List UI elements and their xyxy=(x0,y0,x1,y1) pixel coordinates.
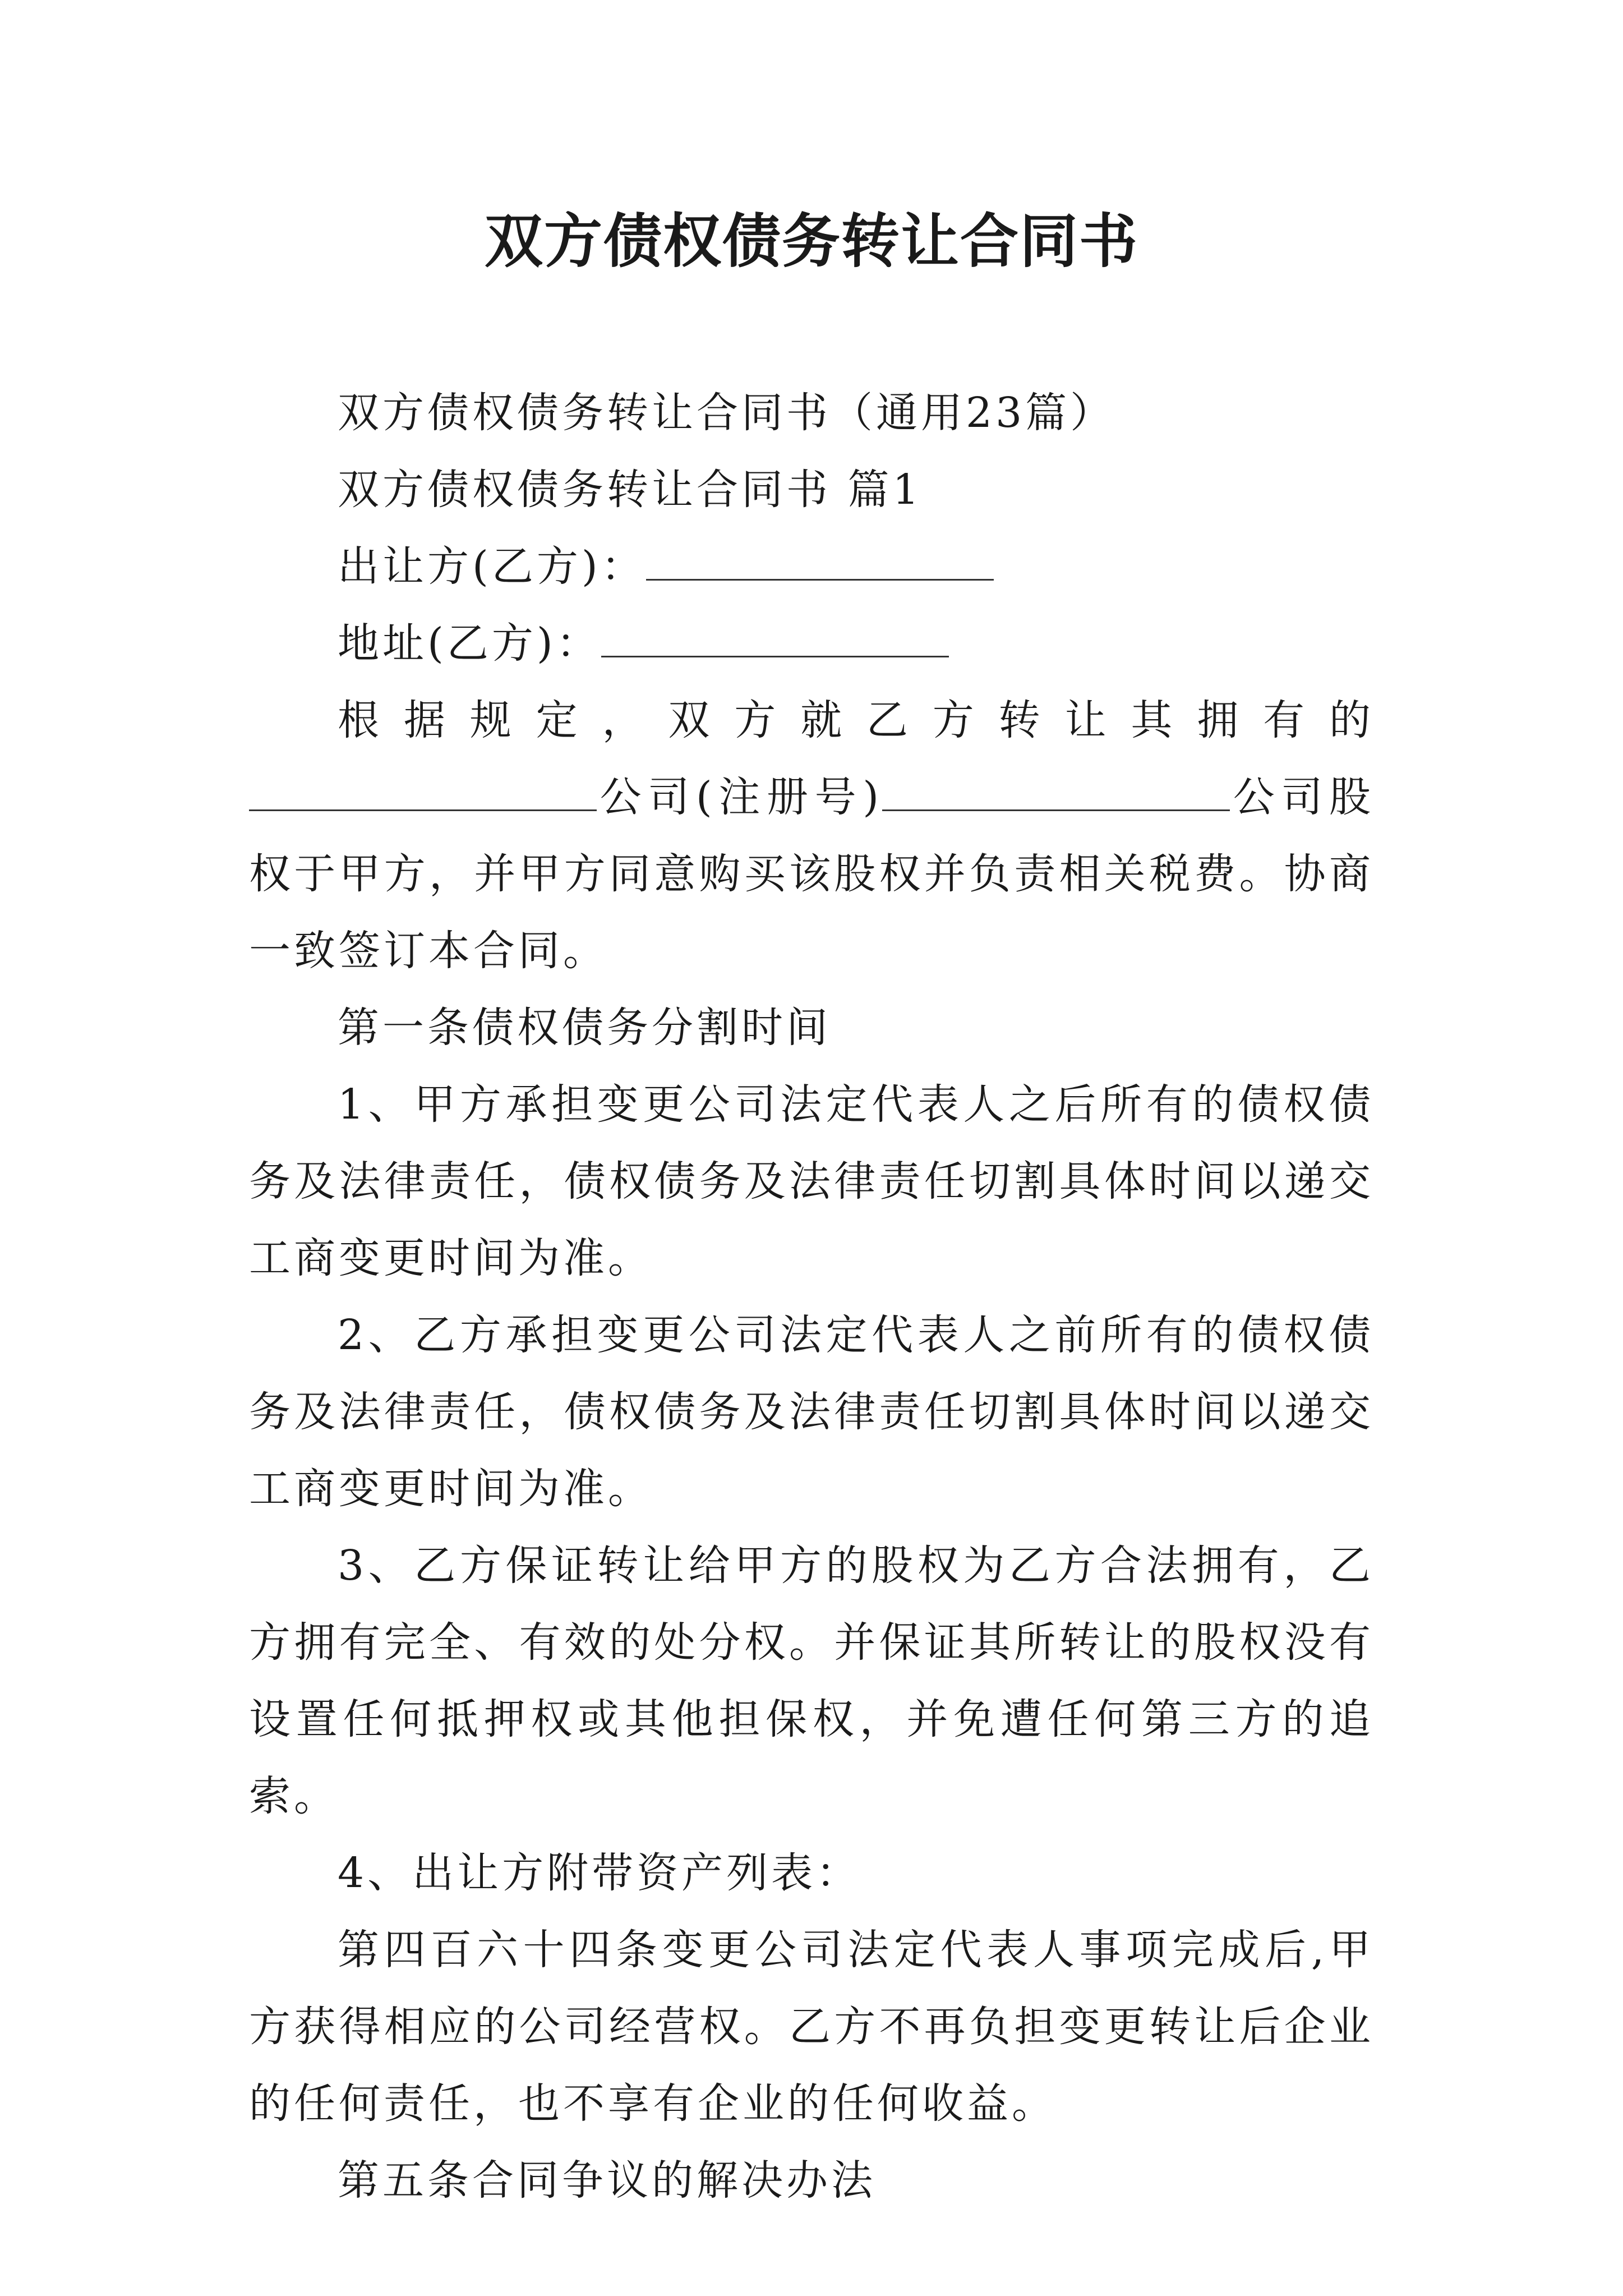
transferor-blank-field[interactable] xyxy=(646,540,994,581)
transferor-line xyxy=(249,528,1374,605)
registration-number-blank-field[interactable] xyxy=(882,770,1230,811)
clause-1: 1、甲方承担变更公司法定代表人之后所有的债权债务及法律责任，债权债务及法律责任切割具体时间以递交工商变更时间为准。 xyxy=(249,1080,1374,1282)
intro-paragraph xyxy=(249,682,1374,990)
document-body xyxy=(249,375,1374,2219)
address-blank-field[interactable] xyxy=(601,616,949,657)
address-line xyxy=(249,605,1374,682)
intro-text-part2: 公司(注册号) xyxy=(597,773,883,821)
article-464: 第四百六十四条变更公司法定代表人事项完成后,甲方获得相应的公司经营权。乙方不再负担变更转让后企业的任何责任，也不享有企业的任何收益。 xyxy=(249,1926,1374,2128)
subtitle-paragraph: 双方债权债务转让合同书（通用23篇） xyxy=(338,389,1115,437)
article5-title: 第五条合同争议的解决办法 xyxy=(338,2156,876,2205)
company-name-blank-field[interactable] xyxy=(249,770,597,811)
intro-text-part3: 公司股权于甲方，并甲方同意购买该股权并负责相关税费。协商一致签订本合同。 xyxy=(249,773,1374,975)
clause-2: 2、乙方承担变更公司法定代表人之前所有的债权债务及法律责任，债权债务及法律责任切割具体时间以递交工商变更时间为准。 xyxy=(249,1311,1374,1513)
document-title: 双方债权债务转让合同书 xyxy=(484,206,1138,275)
address-label: 地址(乙方)： xyxy=(338,619,601,668)
clause-4: 4、出让方附带资产列表： xyxy=(338,1849,861,1897)
transferor-label: 出让方(乙方)： xyxy=(338,542,646,591)
clause-3: 3、乙方保证转让给甲方的股权为乙方合法拥有，乙方拥有完全、有效的处分权。并保证其所转让的股权没有设置任何抵押权或其他担保权，并免遭任何第三方的追索。 xyxy=(249,1542,1374,1820)
intro-text-part1: 根据规定，双方就乙方转让其拥有的 xyxy=(338,696,1374,744)
section-heading: 双方债权债务转让合同书 篇1 xyxy=(338,466,923,514)
article1-title: 第一条债权债务分割时间 xyxy=(338,1004,831,1052)
